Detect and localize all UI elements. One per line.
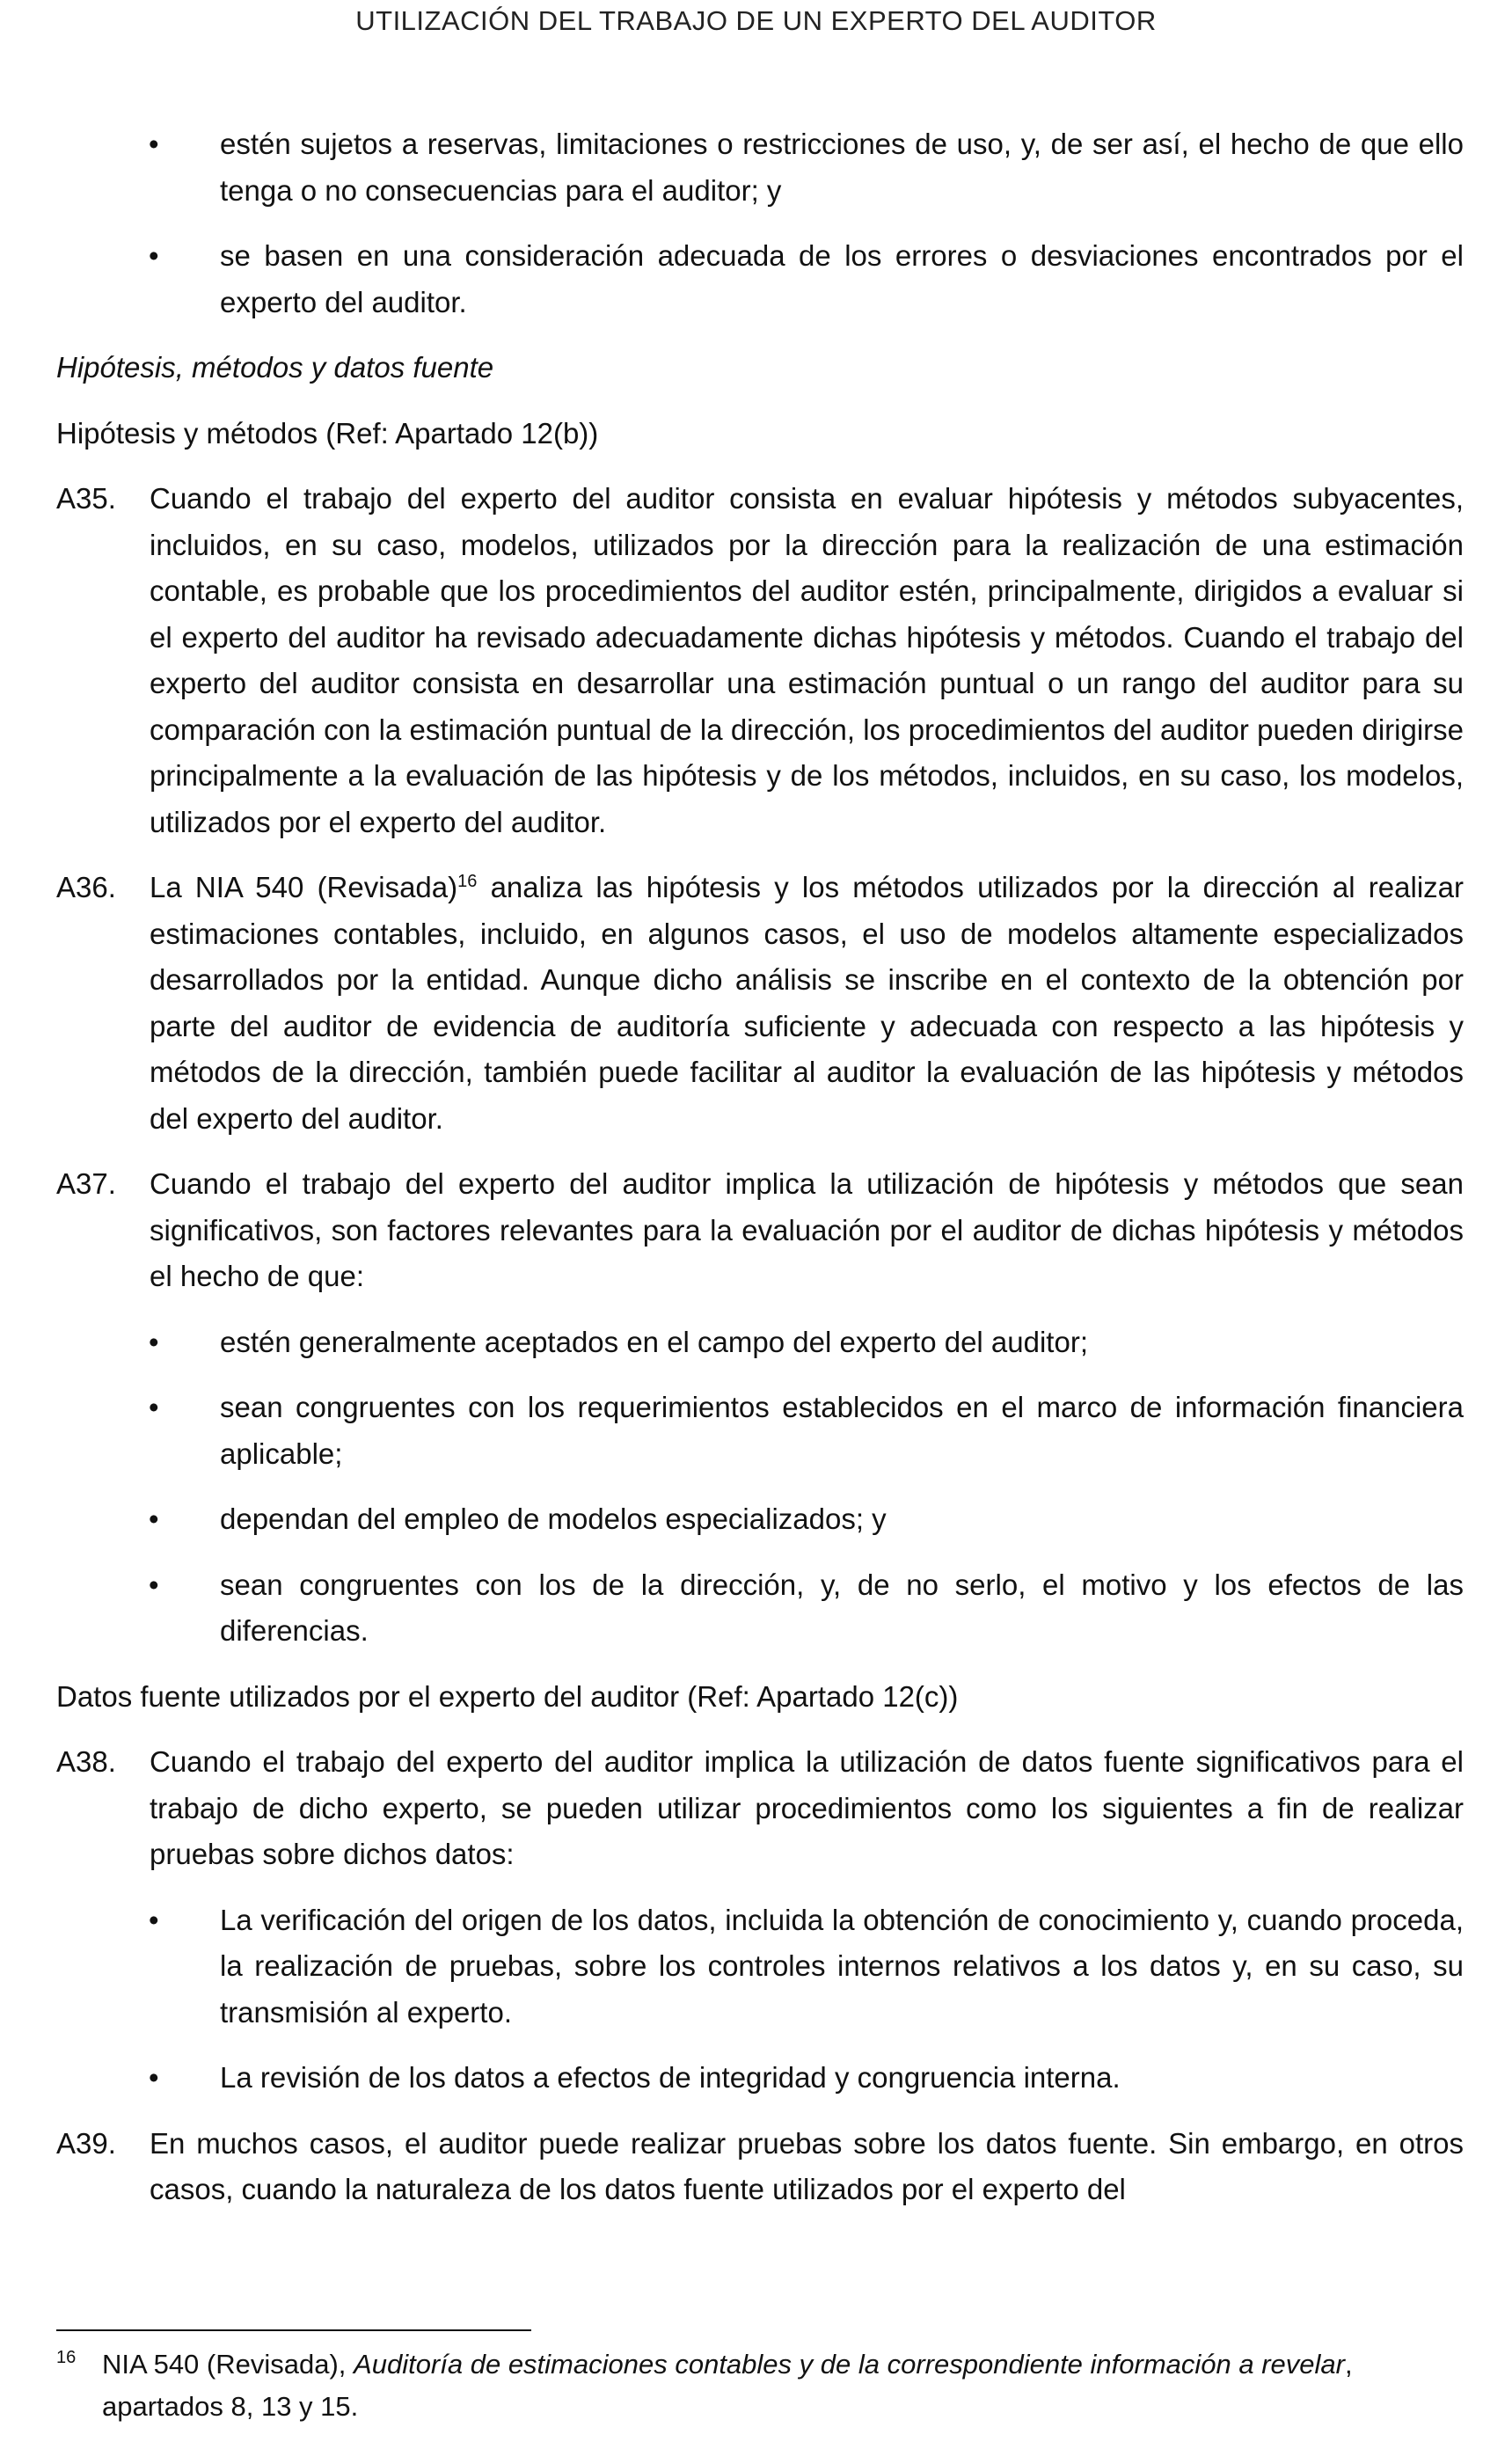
bullet-icon: • xyxy=(149,1502,159,1535)
list-item xyxy=(56,1897,1464,2036)
footnote-text-start: NIA 540 (Revisada), xyxy=(102,2349,354,2380)
bullet-icon: • xyxy=(149,239,159,272)
bullet-icon: • xyxy=(149,2061,159,2094)
footnote-title: Auditoría de estimaciones contables y de la correspondiente información a revelar xyxy=(354,2349,1345,2380)
bullet-text: sean congruentes con los requerimientos establecidos en el marco de información financiera aplicable; xyxy=(220,1391,1464,1470)
running-header: UTILIZACIÓN DEL TRABAJO DE UN EXPERTO DEL AUDITOR xyxy=(355,5,1157,36)
paragraph-a36 xyxy=(56,865,1464,1142)
list-item xyxy=(56,2055,1464,2102)
paragraph-text: Cuando el trabajo del experto del auditor consista en evaluar hipótesis y métodos subyacentes, incluidos, en su caso, modelos, utilizados por la dirección para la realización de una estimación contable, es probable que los procedimientos del auditor estén, principalmente, dirigidos a evaluar si el experto del auditor ha revisado adecuadamente dichas hipótesis y métodos. Cuando el trabajo del experto del auditor consista en desarrollar una estimación puntual o un rango del auditor para su comparación con la estimación puntual de la dirección, los procedimientos del auditor pueden dirigirse principalmente a la evaluación de las hipótesis y de los métodos, incluidos, en su caso, los modelos, utilizados por el experto del auditor. xyxy=(150,482,1464,838)
footnote-divider xyxy=(56,2329,531,2331)
list-item xyxy=(56,121,1464,214)
a38-bullet-list xyxy=(56,1897,1464,2102)
bullet-icon: • xyxy=(149,1903,159,1936)
bullet-icon: • xyxy=(149,1568,159,1601)
bullet-icon: • xyxy=(149,1325,159,1358)
list-item xyxy=(56,233,1464,325)
footnote-reference[interactable]: 16 xyxy=(457,872,478,891)
bullet-text: La revisión de los datos a efectos de integridad y congruencia interna. xyxy=(220,2061,1121,2094)
subheading-datos-fuente: Datos fuente utilizados por el experto del auditor (Ref: Apartado 12(c)) xyxy=(56,1679,959,1713)
bullet-text: estén sujetos a reservas, limitaciones o restricciones de uso, y, de ser así, el hecho de que ello tenga o no consecuencias para el auditor; y xyxy=(220,128,1464,207)
intro-bullet-list xyxy=(56,121,1464,325)
paragraph-text-end: analiza las hipótesis y los métodos utilizados por la dirección al realizar estimaciones contables, incluido, en algunos casos, el uso de modelos altamente especializados desarrollados por la entidad. Aunque dicho análisis se inscribe en el contexto de la obtención por parte del auditor de evidencia de auditoría suficiente y adecuada con respecto a las hipótesis y métodos de la dirección, también puede facilitar al auditor la evaluación de las hipótesis y métodos del experto del auditor. xyxy=(150,871,1464,1135)
paragraph-number: A36. xyxy=(56,871,116,903)
list-item xyxy=(56,1496,1464,1543)
body-content xyxy=(56,121,1464,2233)
footnote-mark: 16 xyxy=(56,2348,77,2367)
bullet-icon: • xyxy=(149,128,159,160)
paragraph-text-start: La NIA 540 (Revisada) xyxy=(150,871,458,903)
paragraph-number: A35. xyxy=(56,482,116,515)
paragraph-text: Cuando el trabajo del experto del auditor implica la utilización de datos fuente significativos para el trabajo de dicho experto, se pueden utilizar procedimientos como los siguientes a fin de realizar pruebas sobre dichos datos: xyxy=(150,1745,1464,1870)
footnote xyxy=(56,2343,1464,2428)
paragraph-a35 xyxy=(56,476,1464,845)
subheading-hipotesis-metodos: Hipótesis y métodos (Ref: Apartado 12(b)) xyxy=(56,416,599,450)
paragraph-number: A37. xyxy=(56,1167,116,1200)
paragraph-number: A39. xyxy=(56,2126,116,2160)
paragraph-a39 xyxy=(56,2121,1464,2213)
paragraph-text: Cuando el trabajo del experto del auditor implica la utilización de hipótesis y métodos que sean significativos, son factores relevantes para la evaluación por el auditor de dichas hipótesis y métodos el hecho de que: xyxy=(150,1167,1464,1292)
list-item xyxy=(56,1562,1464,1655)
section-heading: Hipótesis, métodos y datos fuente xyxy=(56,351,494,384)
paragraph-text: En muchos casos, el auditor puede realizar pruebas sobre los datos fuente. Sin embargo, en otros casos, cuando la naturaleza de los datos fuente utilizados por el experto del xyxy=(150,2126,1464,2205)
bullet-text: sean congruentes con los de la dirección, y, de no serlo, el motivo y los efectos de las diferencias. xyxy=(220,1568,1464,1647)
bullet-text: se basen en una consideración adecuada de los errores o desviaciones encontrados por el experto del auditor. xyxy=(220,239,1464,318)
bullet-icon: • xyxy=(149,1391,159,1423)
paragraph-number: A38. xyxy=(56,1745,116,1778)
a37-bullet-list xyxy=(56,1320,1464,1655)
paragraph-a38 xyxy=(56,1739,1464,2102)
paragraph-a37 xyxy=(56,1161,1464,1655)
bullet-text: estén generalmente aceptados en el campo del experto del auditor; xyxy=(220,1325,1088,1358)
bullet-text: La verificación del origen de los datos, incluida la obtención de conocimiento y, cuando proceda, la realización de pruebas, sobre los controles internos relativos a los datos y, en su caso, su transmisión al experto. xyxy=(220,1903,1464,2029)
list-item xyxy=(56,1320,1464,1366)
list-item xyxy=(56,1385,1464,1477)
footnote-text-end: , apartados 8, 13 y 15. xyxy=(102,2349,1353,2422)
bullet-text: dependan del empleo de modelos especializados; y xyxy=(220,1502,887,1535)
